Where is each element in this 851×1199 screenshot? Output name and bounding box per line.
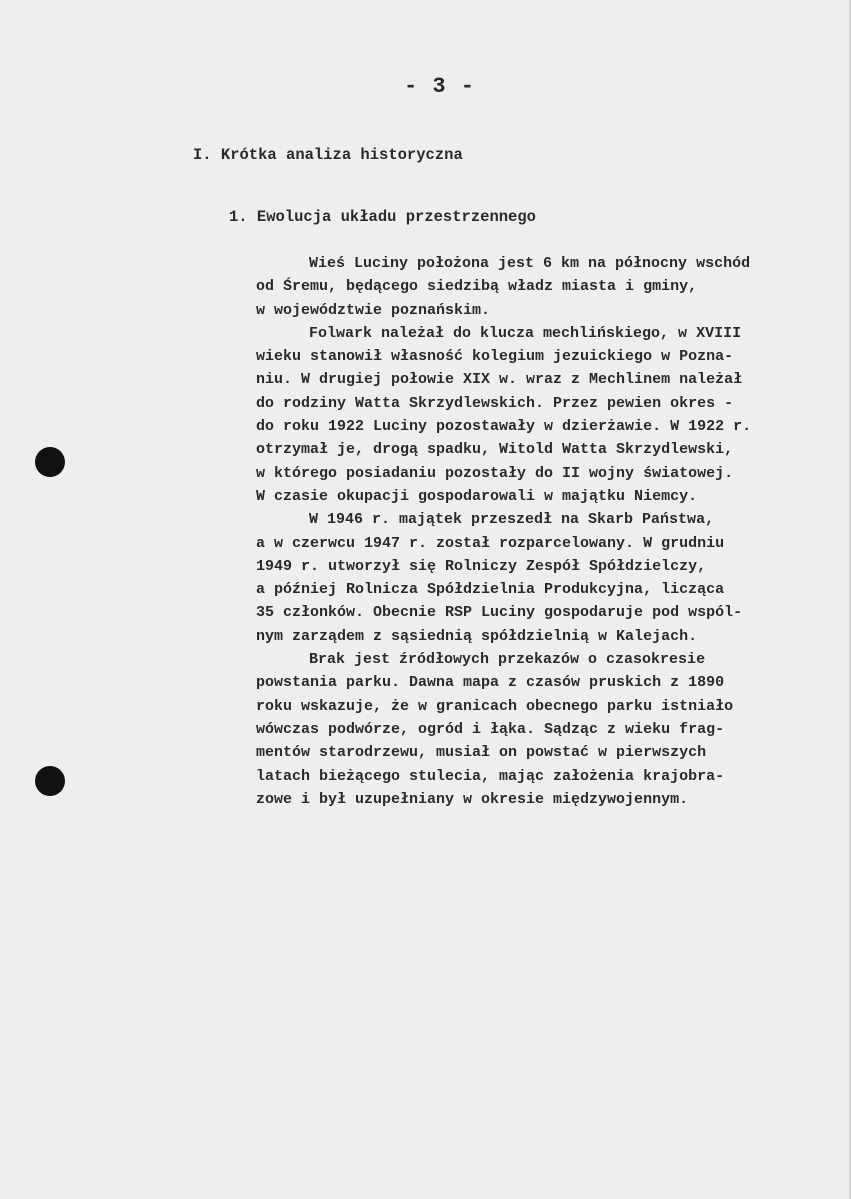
body-line: do roku 1922 Luciny pozostawały w dzierżawie. W 1922 r. [256, 418, 752, 436]
body-line: niu. W drugiej połowie XIX w. wraz z Mechlinem należał [256, 371, 743, 389]
body-line: latach bieżącego stulecia, mając założenia krajobra- [256, 767, 725, 785]
body-line: 35 członków. Obecnie RSP Luciny gospodaruje pod wspól- [256, 604, 743, 622]
body-line: nym zarządem z sąsiednią spółdzielnią w Kalejach. [256, 627, 698, 645]
body-line: otrzymał je, drogą spadku, Witold Watta Skrzydlewski, [256, 441, 734, 459]
body-line: a w czerwcu 1947 r. został rozparcelowany. W grudniu [256, 534, 725, 552]
body-text [256, 252, 836, 811]
section-heading: I. Krótka analiza historyczna [193, 146, 463, 164]
body-line: W 1946 r. majątek przeszedł na Skarb Państwa, [309, 511, 715, 529]
body-line: 1949 r. utworzył się Rolniczy Zespół Spółdzielczy, [256, 557, 707, 575]
body-line: wówczas podwórze, ogród i łąka. Sądząc z wieku frag- [256, 720, 725, 738]
body-line: od Śremu, będącego siedzibą władz miasta i gminy, [256, 278, 698, 296]
body-line: zowe i był uzupełniany w okresie międzywojennym. [256, 790, 689, 808]
page-number: - 3 - [403, 74, 475, 99]
body-line: w województwie poznańskim. [256, 301, 491, 319]
body-line: roku wskazuje, że w granicach obecnego parku istniało [256, 697, 734, 715]
binder-hole-upper [35, 447, 65, 477]
binder-hole-lower [35, 766, 65, 796]
body-line: mentów starodrzewu, musiał on powstać w pierwszych [256, 744, 707, 762]
body-line: do rodziny Watta Skrzydlewskich. Przez pewien okres - [256, 394, 734, 412]
body-line: w którego posiadaniu pozostały do II wojny światowej. [256, 464, 734, 482]
body-line: Wieś Luciny położona jest 6 km na północny wschód [309, 255, 751, 272]
body-line: Brak jest źródłowych przekazów o czasokresie [309, 651, 706, 669]
body-line: powstania parku. Dawna mapa z czasów pruskich z 1890 [256, 674, 725, 692]
body-line: a później Rolnicza Spółdzielnia Produkcyjna, licząca [256, 581, 725, 599]
body-line: wieku stanowił własność kolegium jezuickiego w Pozna- [256, 348, 734, 366]
body-line: Folwark należał do klucza mechlińskiego, w XVIII [309, 324, 742, 342]
body-line: W czasie okupacji gospodarowali w majątku Niemcy. [256, 487, 698, 505]
subsection-heading: 1. Ewolucja układu przestrzennego [229, 208, 536, 226]
